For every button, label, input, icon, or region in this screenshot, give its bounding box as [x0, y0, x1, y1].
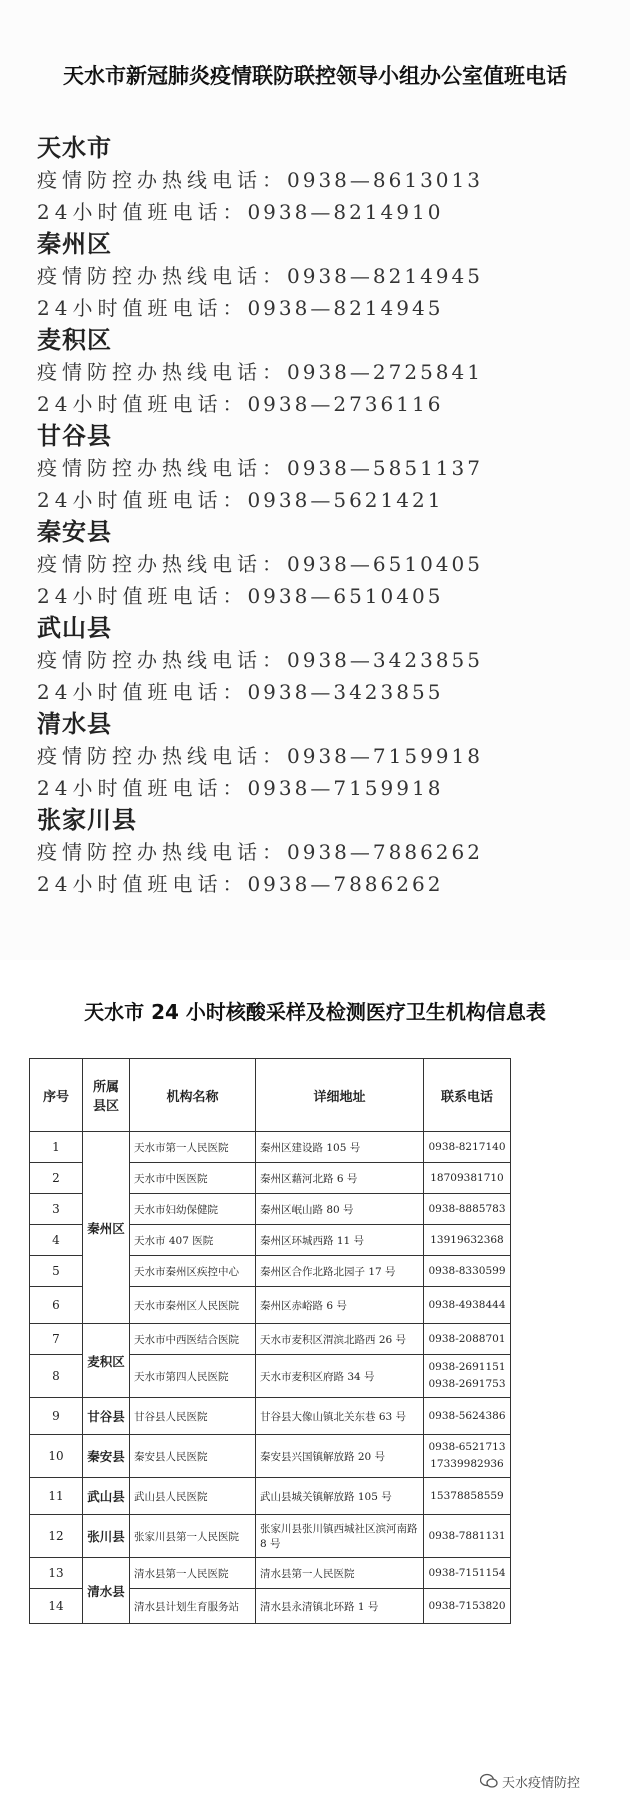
district-name: 天水市	[37, 134, 112, 162]
cell-phone	[424, 1398, 511, 1435]
phone-number: 0938-6521713	[428, 1441, 506, 1453]
hotline-line-label: 疫情防控办热线电话：	[37, 744, 287, 768]
phone-number: 0938—6510405	[287, 552, 483, 576]
duty-line	[37, 484, 607, 516]
cell-no: 10	[30, 1435, 83, 1478]
phone-number: 0938—5621421	[247, 488, 444, 512]
phone-number: 0938—7886262	[247, 872, 444, 896]
phone-number: 0938-4938444	[428, 1298, 506, 1311]
cell-name: 张家川县第一人民医院	[130, 1515, 256, 1558]
phone-number: 0938—3423855	[287, 648, 483, 672]
cell-phone	[424, 1194, 511, 1225]
phone-number: 0938-2691151	[428, 1361, 506, 1373]
table-row	[30, 1558, 511, 1589]
hotline-line	[37, 644, 607, 676]
hotline-title: 天水市新冠肺炎疫情联防联控领导小组办公室值班电话	[63, 64, 567, 88]
phone-number: 0938-7151154	[428, 1566, 506, 1579]
hotline-line-label: 疫情防控办热线电话：	[37, 264, 287, 288]
header-name: 机构名称	[130, 1059, 256, 1132]
duty-line-label: 24小时值班电话：	[37, 680, 248, 704]
table-row	[30, 1324, 511, 1355]
phone-number: 0938—7159918	[287, 744, 483, 768]
phone-number: 0938-8217140	[428, 1140, 506, 1153]
cell-no: 11	[30, 1478, 83, 1515]
cell-name: 甘谷县人民医院	[130, 1398, 256, 1435]
hotline-line-label: 疫情防控办热线电话：	[37, 456, 287, 480]
district-name: 秦安县	[37, 518, 112, 546]
duty-line-label: 24小时值班电话：	[37, 872, 248, 896]
phone-number: 0938—2736116	[247, 392, 444, 416]
cell-address: 秦州区合作北路北园子 17 号	[256, 1256, 424, 1287]
cell-name: 天水市中医医院	[130, 1163, 256, 1194]
hotline-line-label: 疫情防控办热线电话：	[37, 552, 287, 576]
phone-number: 0938-7153820	[428, 1599, 506, 1612]
cell-address: 武山县城关镇解放路 105 号	[256, 1478, 424, 1515]
header-phone: 联系电话	[424, 1059, 511, 1132]
district-name: 清水县	[37, 710, 112, 738]
wechat-icon	[480, 1773, 498, 1789]
cell-phone	[424, 1163, 511, 1194]
cell-phone	[424, 1478, 511, 1515]
header-address: 详细地址	[256, 1059, 424, 1132]
phone-number: 15378858559	[430, 1489, 504, 1502]
hotline-line	[37, 356, 607, 388]
cell-address: 天水市麦积区渭滨北路西 26 号	[256, 1324, 424, 1355]
duty-line-label: 24小时值班电话：	[37, 200, 248, 224]
district-name: 武山县	[37, 614, 112, 642]
cell-name: 清水县计划生育服务站	[130, 1589, 256, 1624]
duty-line	[37, 388, 607, 420]
hotline-line-label: 疫情防控办热线电话：	[37, 840, 287, 864]
cell-phone	[424, 1287, 511, 1324]
hotline-line-label: 疫情防控办热线电话：	[37, 360, 287, 384]
cell-name: 秦安县人民医院	[130, 1435, 256, 1478]
cell-address: 秦州区建设路 105 号	[256, 1132, 424, 1163]
cell-district: 秦州区	[83, 1132, 130, 1324]
district-name: 麦积区	[37, 326, 112, 354]
cell-phone	[424, 1324, 511, 1355]
duty-line-label: 24小时值班电话：	[37, 776, 248, 800]
hotline-line	[37, 452, 607, 484]
phone-number: 0938-5624386	[428, 1409, 506, 1422]
table-header-row	[30, 1059, 511, 1132]
cell-district: 甘谷县	[83, 1398, 130, 1435]
cell-phone	[424, 1558, 511, 1589]
cell-name: 天水市秦州区疾控中心	[130, 1256, 256, 1287]
duty-line-label: 24小时值班电话：	[37, 392, 248, 416]
cell-no: 13	[30, 1558, 83, 1589]
header-no: 序号	[30, 1059, 83, 1132]
district-name: 秦州区	[37, 230, 112, 258]
district-name: 张家川县	[37, 806, 137, 834]
hotline-line	[37, 164, 607, 196]
duty-line	[37, 676, 607, 708]
watermark	[480, 1769, 630, 1793]
cell-phone	[424, 1225, 511, 1256]
table-title: 天水市 24 小时核酸采样及检测医疗卫生机构信息表	[84, 1000, 546, 1024]
cell-name: 天水市秦州区人民医院	[130, 1287, 256, 1324]
cell-district: 清水县	[83, 1558, 130, 1624]
duty-line	[37, 772, 607, 804]
institution-table	[29, 1058, 511, 1624]
cell-address: 秦州区岷山路 80 号	[256, 1194, 424, 1225]
cell-no: 14	[30, 1589, 83, 1624]
district-name: 甘谷县	[37, 422, 112, 450]
duty-line	[37, 292, 607, 324]
hotline-line-label: 疫情防控办热线电话：	[37, 648, 287, 672]
hotline-line	[37, 740, 607, 772]
cell-phone	[424, 1355, 511, 1398]
cell-phone	[424, 1589, 511, 1624]
duty-line-label: 24小时值班电话：	[37, 488, 248, 512]
cell-phone	[424, 1515, 511, 1558]
cell-address: 秦州区环城西路 11 号	[256, 1225, 424, 1256]
table-row	[30, 1398, 511, 1435]
table-row	[30, 1132, 511, 1163]
cell-district: 秦安县	[83, 1435, 130, 1478]
hotline-line	[37, 260, 607, 292]
cell-name: 天水市第一人民医院	[130, 1132, 256, 1163]
cell-no: 2	[30, 1163, 83, 1194]
cell-name: 天水市中西医结合医院	[130, 1324, 256, 1355]
cell-name: 天水市第四人民医院	[130, 1355, 256, 1398]
duty-line	[37, 868, 607, 900]
cell-address: 秦州区藉河北路 6 号	[256, 1163, 424, 1194]
cell-district: 武山县	[83, 1478, 130, 1515]
table-row	[30, 1435, 511, 1478]
cell-no: 6	[30, 1287, 83, 1324]
phone-number: 0938-8330599	[428, 1264, 506, 1277]
header-district: 所属县区	[83, 1059, 130, 1132]
phone-number: 0938—8214910	[247, 200, 444, 224]
cell-name: 武山县人民医院	[130, 1478, 256, 1515]
hotline-line	[37, 836, 607, 868]
phone-number: 0938—5851137	[287, 456, 483, 480]
cell-address: 秦州区赤峪路 6 号	[256, 1287, 424, 1324]
phone-number: 0938-2088701	[428, 1332, 506, 1345]
phone-number: 17339982936	[430, 1458, 504, 1470]
phone-number: 0938—3423855	[247, 680, 444, 704]
phone-number: 18709381710	[430, 1171, 504, 1184]
cell-phone	[424, 1256, 511, 1287]
duty-line	[37, 196, 607, 228]
phone-number: 0938—8214945	[287, 264, 483, 288]
table-row	[30, 1515, 511, 1558]
phone-number: 0938—6510405	[247, 584, 444, 608]
cell-address: 甘谷县大像山镇北关东巷 63 号	[256, 1398, 424, 1435]
cell-no: 8	[30, 1355, 83, 1398]
phone-number: 13919632368	[430, 1233, 504, 1246]
phone-number: 0938-8885783	[428, 1202, 506, 1215]
phone-number: 0938—2725841	[287, 360, 483, 384]
cell-district: 张川县	[83, 1515, 130, 1558]
cell-no: 12	[30, 1515, 83, 1558]
cell-no: 1	[30, 1132, 83, 1163]
duty-line	[37, 580, 607, 612]
hotline-line-label: 疫情防控办热线电话：	[37, 168, 287, 192]
cell-address: 清水县第一人民医院	[256, 1558, 424, 1589]
phone-number: 0938—8214945	[247, 296, 444, 320]
cell-address: 张家川县张川镇西城社区滨河南路 8 号	[256, 1515, 424, 1558]
cell-no: 7	[30, 1324, 83, 1355]
duty-line-label: 24小时值班电话：	[37, 296, 248, 320]
cell-name: 清水县第一人民医院	[130, 1558, 256, 1589]
phone-number: 0938—8613013	[287, 168, 483, 192]
phone-number: 0938—7159918	[247, 776, 444, 800]
cell-no: 3	[30, 1194, 83, 1225]
cell-no: 9	[30, 1398, 83, 1435]
phone-number: 0938—7886262	[287, 840, 483, 864]
phone-number: 0938-7881131	[428, 1529, 506, 1542]
cell-address: 清水县永清镇北环路 1 号	[256, 1589, 424, 1624]
cell-name: 天水市妇幼保健院	[130, 1194, 256, 1225]
hotline-list	[37, 132, 607, 900]
phone-number: 0938-2691753	[428, 1378, 506, 1390]
cell-address: 秦安县兴国镇解放路 20 号	[256, 1435, 424, 1478]
watermark-text: 天水疫情防控	[502, 1775, 581, 1791]
cell-phone	[424, 1435, 511, 1478]
table-row	[30, 1478, 511, 1515]
cell-address: 天水市麦积区府路 34 号	[256, 1355, 424, 1398]
cell-phone	[424, 1132, 511, 1163]
cell-no: 5	[30, 1256, 83, 1287]
hotline-line	[37, 548, 607, 580]
cell-no: 4	[30, 1225, 83, 1256]
duty-line-label: 24小时值班电话：	[37, 584, 248, 608]
cell-name: 天水市 407 医院	[130, 1225, 256, 1256]
cell-district: 麦积区	[83, 1324, 130, 1398]
